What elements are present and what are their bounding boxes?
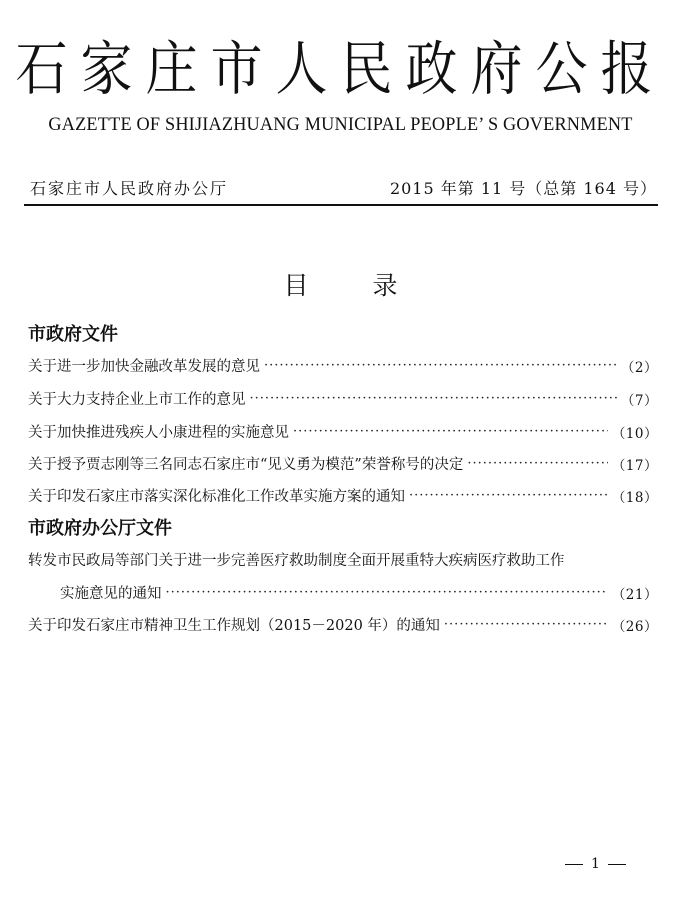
toc-leader-dots bbox=[166, 583, 608, 603]
toc-entry[interactable] bbox=[28, 611, 658, 635]
toc-leader-dots bbox=[250, 389, 617, 409]
toc-entry-title: 关于印发石家庄市精神卫生工作规划（2015－2020 年）的通知 bbox=[28, 618, 440, 634]
issue-number: 2015 年第 11 号（总第 164 号） bbox=[389, 179, 657, 198]
toc-entry-page: （17） bbox=[611, 458, 658, 474]
issuing-office: 石家庄市人民政府办公厅 bbox=[30, 179, 229, 198]
toc-entry-page: （7） bbox=[620, 393, 658, 409]
folio-dash-right bbox=[608, 864, 626, 865]
toc-entry[interactable] bbox=[28, 482, 658, 506]
page-folio bbox=[565, 856, 626, 872]
toc-entry[interactable] bbox=[60, 579, 658, 603]
toc-entry-page: （10） bbox=[611, 426, 658, 442]
toc-title-char-2: 录 bbox=[372, 271, 398, 300]
toc-entry[interactable] bbox=[28, 352, 658, 376]
gazette-english-subtitle: GAZETTE OF SHIJIAZHUANG MUNICIPAL PEOPLE’ S GOVERNMENT bbox=[48, 114, 633, 135]
toc-entry-title-line1: 转发市民政局等部门关于进一步完善医疗救助制度全面开展重特大疾病医疗救助工作 bbox=[28, 553, 565, 569]
page-number: 1 bbox=[591, 856, 600, 872]
header-divider-rule bbox=[24, 204, 658, 206]
toc-entry-title: 关于加快推进残疾人小康进程的实施意见 bbox=[28, 425, 289, 441]
toc-entry-page: （2） bbox=[620, 360, 658, 376]
toc-leader-dots bbox=[409, 486, 608, 506]
gazette-masthead-title: 石家庄市人民政府公报 bbox=[15, 36, 666, 104]
toc-entry[interactable] bbox=[28, 385, 658, 409]
section-heading-general-office-documents: 市政府办公厅文件 bbox=[28, 518, 172, 539]
toc-leader-dots bbox=[444, 615, 608, 635]
toc-entry-title: 关于进一步加快金融改革发展的意见 bbox=[28, 359, 260, 375]
toc-title-char-1: 目 bbox=[283, 271, 309, 300]
toc-leader-dots bbox=[293, 422, 608, 442]
toc-entry-title: 实施意见的通知 bbox=[60, 586, 162, 602]
toc-entry-title: 关于授予贾志刚等三名同志石家庄市“见义勇为模范”荣誉称号的决定 bbox=[28, 457, 464, 473]
toc-leader-dots bbox=[467, 454, 607, 474]
toc-entry-title: 关于大力支持企业上市工作的意见 bbox=[28, 392, 246, 408]
toc-entry[interactable] bbox=[28, 418, 658, 442]
toc-entry[interactable] bbox=[28, 450, 658, 474]
toc-entry-page: （21） bbox=[611, 587, 658, 603]
section-heading-municipal-documents: 市政府文件 bbox=[28, 324, 118, 345]
toc-entry-page: （26） bbox=[611, 619, 658, 635]
toc-entry-title: 关于印发石家庄市落实深化标准化工作改革实施方案的通知 bbox=[28, 489, 405, 505]
toc-entry-page: （18） bbox=[611, 490, 658, 506]
toc-entry-first-line[interactable] bbox=[28, 546, 658, 570]
toc-leader-dots bbox=[264, 356, 617, 376]
toc-title bbox=[0, 266, 681, 302]
folio-dash-left bbox=[565, 864, 583, 865]
